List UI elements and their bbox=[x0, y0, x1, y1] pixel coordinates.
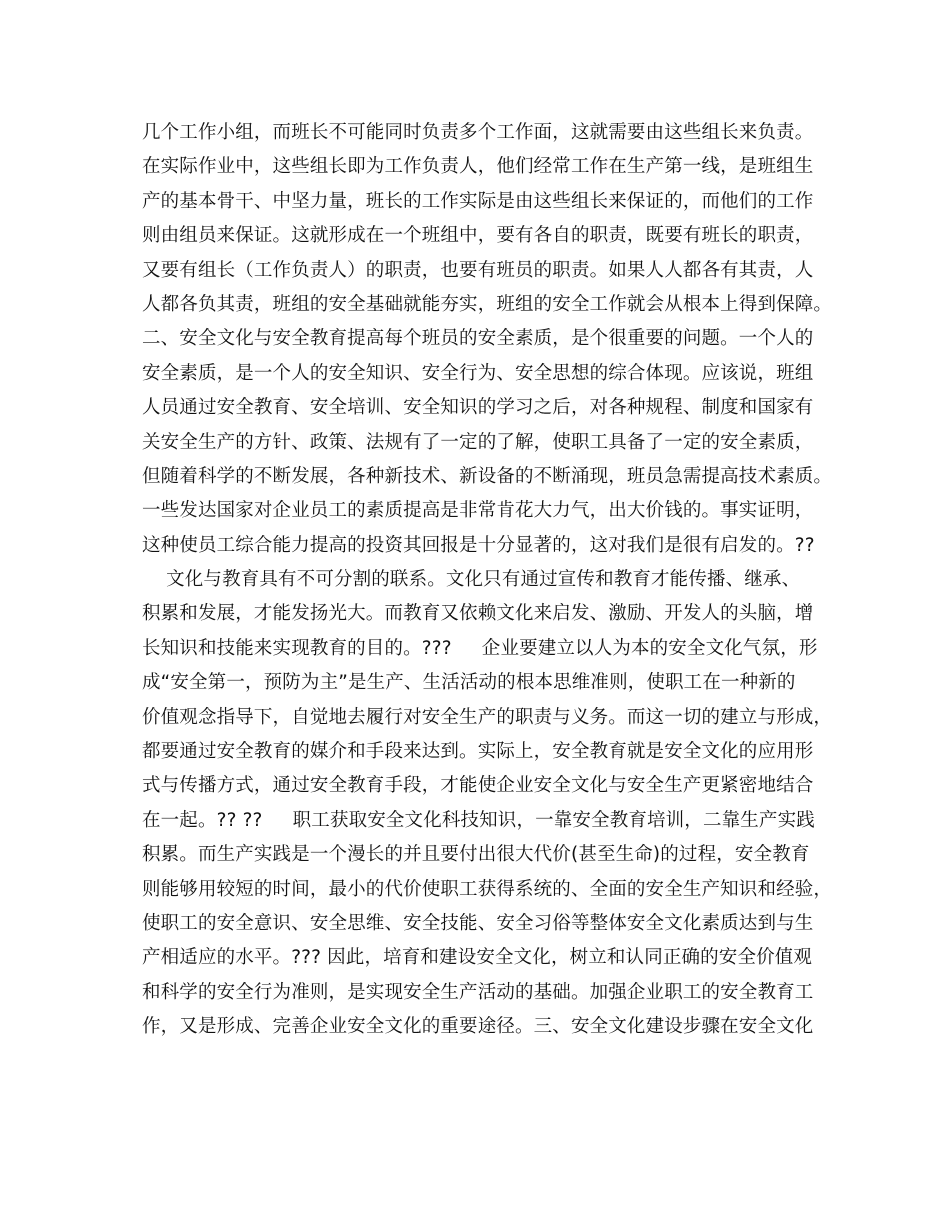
text-line: 又要有组长（工作负责人）的职责，也要有班员的职责。如果人人都各有其责，人 bbox=[142, 259, 814, 281]
text-line: 式与传播方式，通过安全教育手段，才能使企业安全文化与安全生产更紧密地结合 bbox=[142, 775, 814, 797]
text-line: 价值观念指导下，自觉地去履行对安全生产的职责与义务。而这一切的建立与形成， bbox=[142, 706, 833, 728]
text-line: 产相适应的水平。??? 因此，培育和建设安全文化，树立和认同正确的安全价值观 bbox=[142, 947, 813, 969]
body-text bbox=[142, 116, 842, 1045]
text-line: 人员通过安全教育、安全培训、安全知识的学习之后，对各种规程、制度和国家有 bbox=[142, 397, 814, 419]
text-line: 和科学的安全行为准则，是实现安全生产活动的基础。加强企业职工的安全教育工 bbox=[142, 981, 814, 1003]
text-line: 则能够用较短的时间，最小的代价使职工获得系统的、全面的安全生产知识和经验， bbox=[142, 878, 833, 900]
text-line: 在一起。?? ?? 职工获取安全文化科技知识，一靠安全教育培训，二靠生产实践 bbox=[142, 809, 815, 831]
text-line: 人都各负其责，班组的安全基础就能夯实，班组的安全工作就会从根本上得到保障。 bbox=[142, 293, 833, 315]
text-line: 关安全生产的方针、政策、法规有了一定的了解，使职工具备了一定的安全素质， bbox=[142, 431, 814, 453]
text-line: 在实际作业中，这些组长即为工作负责人，他们经常工作在生产第一线，是班组生 bbox=[142, 156, 814, 178]
text-line: 使职工的安全意识、安全思维、安全技能、安全习俗等整体安全文化素质达到与生 bbox=[142, 912, 814, 934]
text-line: 成“安全第一，预防为主”是生产、生活活动的根本思维准则，使职工在一种新的 bbox=[142, 672, 796, 694]
text-line: 二、安全文化与安全教育提高每个班员的安全素质，是个很重要的问题。一个人的 bbox=[142, 328, 814, 350]
text-line: 文化与教育具有不可分割的联系。文化只有通过宣传和教育才能传播、继承、 bbox=[142, 569, 801, 591]
text-line: 都要通过安全教育的媒介和手段来达到。实际上，安全教育就是安全文化的应用形 bbox=[142, 741, 814, 763]
text-line: 几个工作小组，而班长不可能同时负责多个工作面，这就需要由这些组长来负责。 bbox=[142, 122, 814, 143]
text-line: 积累和发展，才能发扬光大。而教育又依赖文化来启发、激励、开发人的头脑，增 bbox=[142, 603, 814, 625]
text-line: 作，又是形成、完善企业安全文化的重要途径。三、安全文化建设步骤在安全文化 bbox=[142, 1016, 814, 1038]
text-line: 一些发达国家对企业员工的素质提高是非常肯花大力气，出大价钱的。事实证明， bbox=[142, 500, 814, 522]
text-line: 产的基本骨干、中坚力量，班长的工作实际是由这些组长来保证的，而他们的工作 bbox=[142, 190, 814, 212]
text-line: 这种使员工综合能力提高的投资其回报是十分显著的，这对我们是很有启发的。?? bbox=[142, 534, 815, 556]
text-line: 长知识和技能来实现教育的目的。??? 企业要建立以人为本的安全文化气氛，形 bbox=[142, 637, 818, 659]
text-line: 安全素质，是一个人的安全知识、安全行为、安全思想的综合体现。应该说，班组 bbox=[142, 362, 814, 384]
text-line: 但随着科学的不断发展，各种新技术、新设备的不断涌现，班员急需提高技术素质。 bbox=[142, 465, 833, 487]
text-line: 则由组员来保证。这就形成在一个班组中，要有各自的职责，既要有班长的职责， bbox=[142, 225, 814, 247]
text-line: 积累。而生产实践是一个漫长的并且要付出很大代价(甚至生命)的过程，安全教育 bbox=[142, 844, 810, 866]
